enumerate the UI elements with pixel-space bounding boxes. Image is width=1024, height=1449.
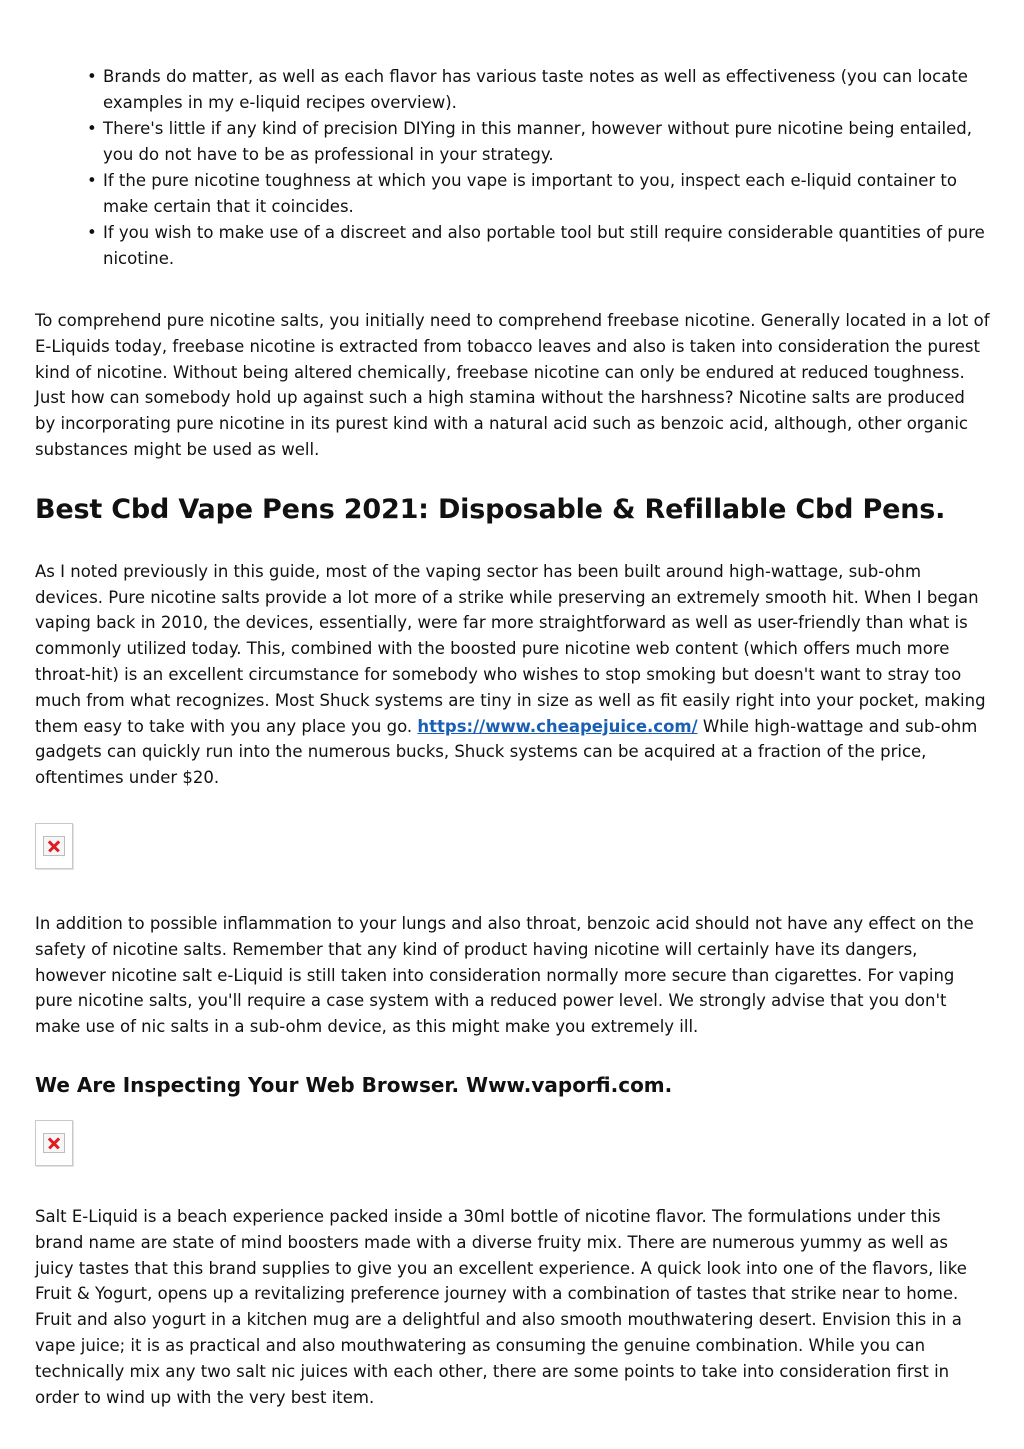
broken-image-icon — [35, 823, 73, 869]
bullet-list — [35, 64, 990, 272]
list-item: • There's little if any kind of precision DIYing in this manner, however without pure nicotine being entailed, you do not have to be as professional in your strategy. — [103, 116, 990, 168]
close-icon — [43, 1133, 65, 1153]
list-item: • If you wish to make use of a discreet and also portable tool but still require considerable quantities of pure nicotine. — [103, 220, 990, 272]
broken-image-icon — [35, 1120, 73, 1166]
paragraph-text: As I noted previously in this guide, most of the vaping sector has been built around high-wattage, sub-ohm devices. Pure nicotine salts provide a lot more of a strike while preserving an extremely smooth hit. When I began vaping back in 2010, the devices, essentially, were far more straightforward as well as user-friendly than what is commonly utilized today. This, combined with the boosted pure nicotine web content (which offers much more throat-hit) is an excellent circumstance for somebody who wishes to stop smoking but doesn't want to stray too much from what recognizes. Most Shuck systems are tiny in size as well as fit easily right into your pocket, making them easy to take with you any place you go. — [35, 561, 986, 736]
document-page — [35, 64, 990, 1410]
section-heading-cbd-pens: Best Cbd Vape Pens 2021: Disposable & Refillable Cbd Pens. — [35, 493, 946, 525]
list-item: • Brands do matter, as well as each flavor has various taste notes as well as effectiveness (you can locate examples in my e-liquid recipes overview). — [103, 64, 990, 116]
section-heading-vaporfi: We Are Inspecting Your Web Browser. Www.vaporfi.com. — [35, 1072, 673, 1097]
paragraph-freebase: To comprehend pure nicotine salts, you initially need to comprehend freebase nicotine. Generally located in a lot of E-Liquids today, freebase nicotine is extracted from tobacco leaves and also is taken into consideration the purest kind of nicotine. Without being altered chemically, freebase nicotine can only be endured at reduced toughness. Just how can somebody hold up against such a high stamina without the harshness? Nicotine salts are produced by incorporating pure nicotine in its purest kind with a natural acid such as benzoic acid, although, other organic substances might be used as well. — [35, 311, 990, 459]
cheapejuice-link[interactable]: https://www.cheapejuice.com/ — [417, 716, 698, 736]
paragraph-devices — [35, 559, 990, 791]
paragraph-benzoic-acid: In addition to possible inflammation to your lungs and also throat, benzoic acid should not have any effect on the safety of nicotine salts. Remember that any kind of product having nicotine will certainly have its dangers, however nicotine salt e-Liquid is still taken into consideration normally more secure than cigarettes. For vaping pure nicotine salts, you'll require a case system with a reduced power level. We strongly advise that you don't make use of nic salts in a sub-ohm device, as this might make you extremely ill. — [35, 913, 974, 1037]
paragraph-text: While high-wattage and sub-ohm gadgets can quickly run into the numerous bucks, Shuck systems can be acquired at a fraction of the price, oftentimes under $20. — [35, 716, 978, 788]
list-item: • If the pure nicotine toughness at which you vape is important to you, inspect each e-liquid container to make certain that it coincides. — [103, 168, 990, 220]
close-icon — [43, 836, 65, 856]
paragraph-salt-eliquid: Salt E-Liquid is a beach experience packed inside a 30ml bottle of nicotine flavor. The formulations under this brand name are state of mind boosters made with a diverse fruity mix. There are numerous yummy as well as juicy tastes that this brand supplies to give you an excellent experience. A quick look into one of the flavors, like Fruit & Yogurt, opens up a revitalizing preference journey with a combination of tastes that strike near to home. Fruit and also yogurt in a kitchen mug are a delightful and also smooth mouthwatering desert. Envision this in a vape juice; it is as practical and also mouthwatering as consuming the genuine combination. While you can technically mix any two salt nic juices with each other, there are some points to take into consideration first in order to wind up with the very best item. — [35, 1206, 967, 1407]
